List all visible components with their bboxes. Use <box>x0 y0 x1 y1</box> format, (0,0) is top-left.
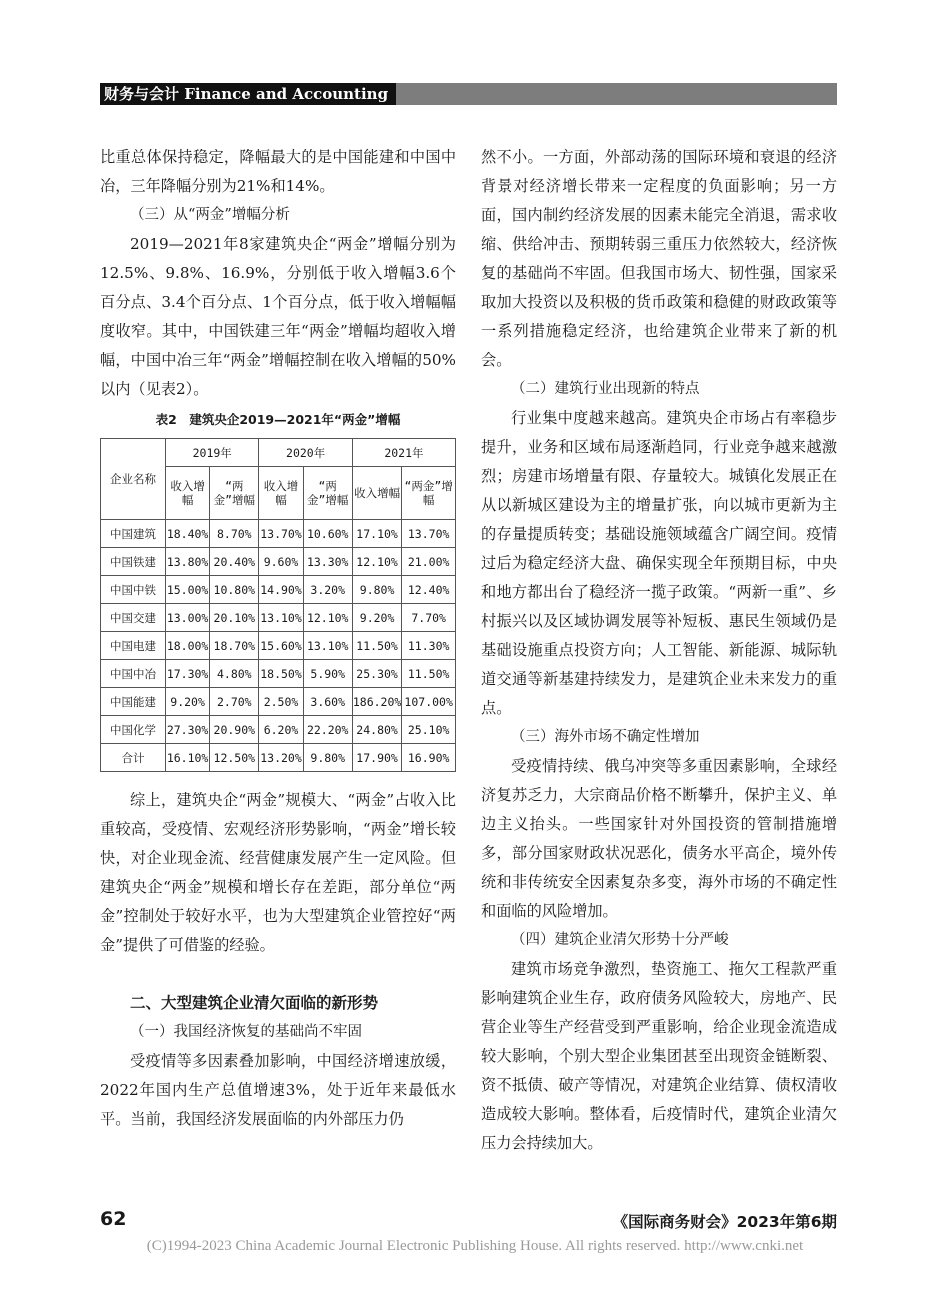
value-cell: 9.80% <box>303 744 352 772</box>
value-cell: 15.00% <box>166 576 210 604</box>
copyright-line: (C)1994-2023 China Academic Journal Electronic Publishing House. All rights reserved. http://www.cnki.net <box>146 1238 804 1254</box>
value-cell: 17.10% <box>352 520 401 548</box>
value-cell: 186.20% <box>352 688 401 716</box>
value-cell: 8.70% <box>210 520 259 548</box>
sub-header: “两金”增幅 <box>303 467 352 520</box>
value-cell: 2.70% <box>210 688 259 716</box>
company-name-cell: 中国铁建 <box>101 548 166 576</box>
value-cell: 107.00% <box>402 688 456 716</box>
value-cell: 10.80% <box>210 576 259 604</box>
section-label: 财务与会计 Finance and Accounting <box>100 83 396 105</box>
value-cell: 20.90% <box>210 716 259 744</box>
value-cell: 4.80% <box>210 660 259 688</box>
value-cell: 9.80% <box>352 576 401 604</box>
value-cell: 16.10% <box>166 744 210 772</box>
value-cell: 13.70% <box>259 520 303 548</box>
value-cell: 12.40% <box>402 576 456 604</box>
sub-header: 收入增幅 <box>352 467 401 520</box>
company-name-cell: 合计 <box>101 744 166 772</box>
table-row <box>101 632 456 660</box>
value-cell: 12.10% <box>303 604 352 632</box>
value-cell: 18.50% <box>259 660 303 688</box>
paragraph: 受疫情等多因素叠加影响，中国经济增速放缓，2022年国内生产总值增速3%，处于近年来最低水平。当前，我国经济发展面临的内外部压力仍 <box>100 1052 456 1128</box>
subheading: （二）建筑行业出现新的特点 <box>511 381 700 397</box>
value-cell: 25.30% <box>352 660 401 688</box>
section-title: 二、大型建筑企业清欠面临的新形势 <box>130 994 379 1012</box>
value-cell: 20.40% <box>210 548 259 576</box>
company-name-cell: 中国建筑 <box>101 520 166 548</box>
company-name-cell: 中国交建 <box>101 604 166 632</box>
company-name-cell: 中国能建 <box>101 688 166 716</box>
value-cell: 12.50% <box>210 744 259 772</box>
table-body <box>101 520 456 772</box>
value-cell: 2.50% <box>259 688 303 716</box>
year-header: 2019年 <box>166 439 259 467</box>
paragraph: 综上，建筑央企“两金”规模大、“两金”占收入比重较高，受疫情、宏观经济形势影响，“两金”增长较快，对企业现金流、经营健康发展产生一定风险。但建筑央企“两金”规模和增长存在差距，部分单位“两金”控制处于较好水平，也为大型建筑企业管控好“两金”提供了可借鉴的经验。 <box>100 791 456 954</box>
paragraph: 2019—2021年8家建筑央企“两金”增幅分别为12.5%、9.8%、16.9%，分别低于收入增幅3.6个百分点、3.4个百分点、1个百分点，低于收入增幅幅度收窄。其中，中国铁建三年“两金”增幅均超收入增幅，中国中冶三年“两金”增幅控制在收入增幅的50%以内（见表2）。 <box>100 235 456 398</box>
value-cell: 14.90% <box>259 576 303 604</box>
value-cell: 16.90% <box>402 744 456 772</box>
value-cell: 7.70% <box>402 604 456 632</box>
sub-header: “两金”增幅 <box>210 467 259 520</box>
value-cell: 11.50% <box>402 660 456 688</box>
value-cell: 27.30% <box>166 716 210 744</box>
sub-header: 收入增幅 <box>259 467 303 520</box>
company-name-cell: 中国电建 <box>101 632 166 660</box>
value-cell: 13.70% <box>402 520 456 548</box>
table-row <box>101 604 456 632</box>
value-cell: 6.20% <box>259 716 303 744</box>
value-cell: 24.80% <box>352 716 401 744</box>
value-cell: 13.20% <box>259 744 303 772</box>
table-2 <box>100 438 456 772</box>
table-caption: 表2 建筑央企2019—2021年“两金”增幅 <box>155 412 401 427</box>
value-cell: 18.40% <box>166 520 210 548</box>
value-cell: 5.90% <box>303 660 352 688</box>
value-cell: 17.90% <box>352 744 401 772</box>
value-cell: 12.10% <box>352 548 401 576</box>
value-cell: 9.20% <box>352 604 401 632</box>
value-cell: 25.10% <box>402 716 456 744</box>
year-header: 2021年 <box>352 439 455 467</box>
value-cell: 17.30% <box>166 660 210 688</box>
journal-name: 《国际商务财会》2023年第6期 <box>612 1213 837 1231</box>
col-company-header: 企业名称 <box>101 439 166 520</box>
paragraph: 行业集中度越来越高。建筑央企市场占有率稳步提升，业务和区域布局逐渐趋同，行业竞争越来越激烈；房建市场增量有限、存量较大。城镇化发展正在从以新城区建设为主的增量扩张，向以城市更新为主的存量提质转变；基础设施领域蕴含广阔空间。疫情过后为稳定经济大盘、确保实现全年预期目标，中央和地方都出台了稳经济一揽子政策。“两新一重”、乡村振兴以及区域协调发展等补短板、惠民生领域仍是基础设施重点投资方向；人工智能、新能源、城际轨道交通等新基建持续发力，是建筑企业未来发力的重点。 <box>481 409 837 717</box>
company-name-cell: 中国中铁 <box>101 576 166 604</box>
page-number: 62 <box>100 1208 127 1230</box>
table-row <box>101 660 456 688</box>
paragraph: 受疫情持续、俄乌冲突等多重因素影响，全球经济复苏乏力，大宗商品价格不断攀升，保护主义、单边主义抬头。一些国家针对外国投资的管制措施增多，部分国家财政状况恶化，债务水平高企，境外传统和非传统安全因素复杂多变，海外市场的不确定性和面临的风险增加。 <box>481 757 837 920</box>
value-cell: 3.60% <box>303 688 352 716</box>
value-cell: 10.60% <box>303 520 352 548</box>
value-cell: 9.20% <box>166 688 210 716</box>
value-cell: 13.30% <box>303 548 352 576</box>
value-cell: 13.80% <box>166 548 210 576</box>
value-cell: 22.20% <box>303 716 352 744</box>
value-cell: 9.60% <box>259 548 303 576</box>
value-cell: 13.00% <box>166 604 210 632</box>
year-header: 2020年 <box>259 439 352 467</box>
value-cell: 11.50% <box>352 632 401 660</box>
value-cell: 11.30% <box>402 632 456 660</box>
spacer <box>100 960 456 989</box>
value-cell: 3.20% <box>303 576 352 604</box>
table-row <box>101 744 456 772</box>
company-name-cell: 中国中冶 <box>101 660 166 688</box>
table-row <box>101 716 456 744</box>
company-name-cell: 中国化学 <box>101 716 166 744</box>
value-cell: 21.00% <box>402 548 456 576</box>
table-row <box>101 576 456 604</box>
subheading: （四）建筑企业清欠形势十分严峻 <box>511 932 729 948</box>
sub-header: 收入增幅 <box>166 467 210 520</box>
table-row <box>101 688 456 716</box>
value-cell: 18.00% <box>166 632 210 660</box>
sub-header: “两金”增幅 <box>402 467 456 520</box>
subheading: （一）我国经济恢复的基础尚不牢固 <box>130 1024 362 1040</box>
value-cell: 20.10% <box>210 604 259 632</box>
value-cell: 13.10% <box>259 604 303 632</box>
value-cell: 13.10% <box>303 632 352 660</box>
paragraph: 比重总体保持稳定，降幅最大的是中国能建和中国中冶，三年降幅分别为21%和14%。 <box>100 148 456 195</box>
left-column <box>100 143 456 1134</box>
paragraph: 然不小。一方面，外部动荡的国际环境和衰退的经济背景对经济增长带来一定程度的负面影响；另一方面，国内制约经济发展的因素未能完全消退，需求收缩、供给冲击、预期转弱三重压力依然较大，经济恢复的基础尚不牢固。但我国市场大、韧性强，国家采取加大投资以及积极的货币政策和稳健的财政政策等一系列措施稳定经济，也给建筑企业带来了新的机会。 <box>481 148 837 369</box>
table-header-row <box>101 439 456 467</box>
value-cell: 15.60% <box>259 632 303 660</box>
subheading: （三）从“两金”增幅分析 <box>130 207 290 223</box>
value-cell: 18.70% <box>210 632 259 660</box>
right-column <box>481 143 837 1158</box>
table-row <box>101 520 456 548</box>
paragraph: 建筑市场竞争激烈，垫资施工、拖欠工程款严重影响建筑企业生存，政府债务风险较大，房地产、民营企业等生产经营受到严重影响，给企业现金流造成较大影响，个别大型企业集团甚至出现资金链断裂、资不抵债、破产等情况，对建筑企业结算、债权清收造成较大影响。整体看，后疫情时代，建筑企业清欠压力会持续加大。 <box>481 960 837 1152</box>
subheading: （三）海外市场不确定性增加 <box>511 729 700 745</box>
table-row <box>101 548 456 576</box>
